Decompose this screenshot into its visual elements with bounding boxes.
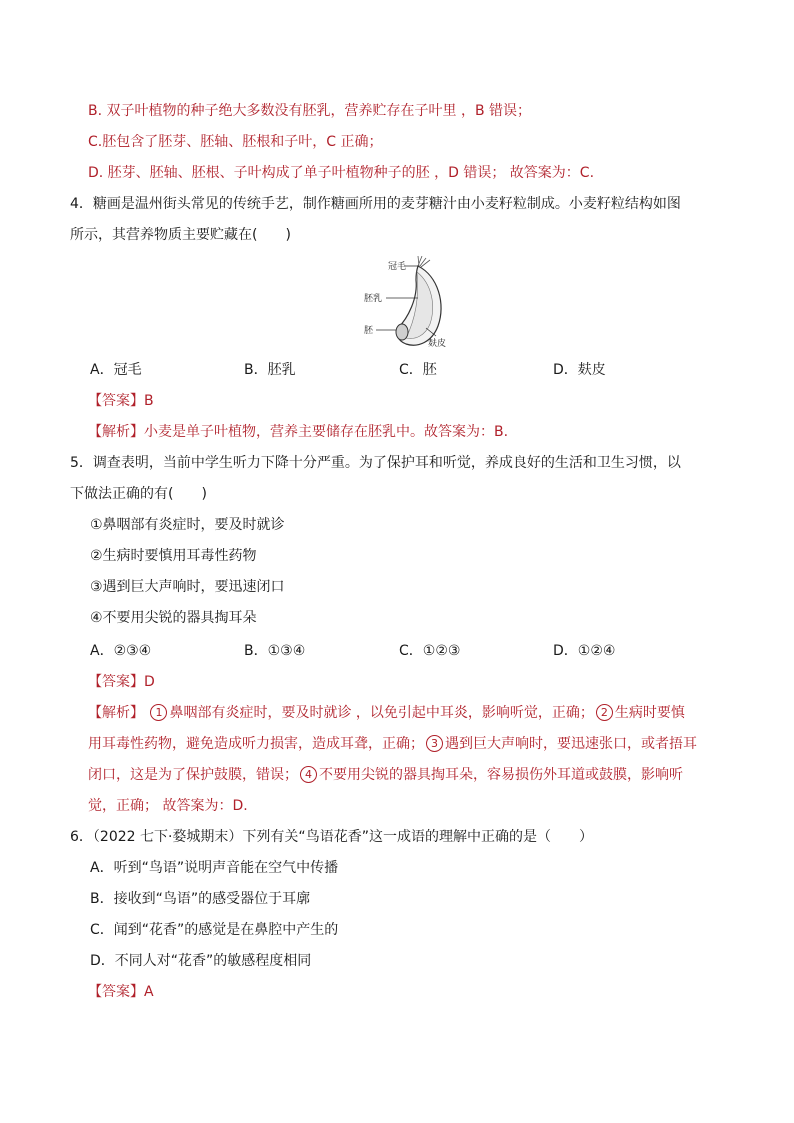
- q5-option-b: B．①③④: [244, 643, 306, 659]
- q5-analysis-line1: [88, 703, 685, 723]
- figure-label-crown-hair: 冠毛: [388, 262, 407, 272]
- q4-answer: [88, 391, 154, 411]
- q4-analysis: [88, 422, 508, 442]
- answer-value: A: [144, 984, 154, 1000]
- q4-option-c: C．胚: [399, 362, 437, 378]
- answer-value: D: [144, 674, 155, 690]
- prev-analysis-d: D. 胚芽、胚轴、胚根、子叶构成了单子叶植物种子的胚 ，D 错误； 故答案为：C.: [88, 165, 595, 181]
- analysis-tag: 【解析】: [88, 424, 144, 440]
- q6-stem: 6．（2022 七下·婺城期末）下列有关“鸟语花香”这一成语的理解中正确的是（ ）: [70, 829, 593, 845]
- answer-tag: 【答案】: [88, 674, 144, 690]
- figure-label-embryo: 胚: [364, 326, 374, 336]
- circled-number-4: 4: [300, 766, 317, 783]
- q4-option-a: A．冠毛: [90, 362, 142, 378]
- q6-answer: [88, 982, 154, 1002]
- q5-item-4: ④不要用尖锐的器具掏耳朵: [90, 610, 257, 626]
- analysis-text: 闭口，这是为了保护鼓膜，错误；: [88, 767, 298, 783]
- q5-answer: [88, 672, 155, 692]
- analysis-text: 鼻咽部有炎症时，要及时就诊 ，以免引起中耳炎，影响听觉，正确；: [169, 705, 594, 721]
- analysis-text: 用耳毒性药物，避免造成听力损害，造成耳聋，正确；: [88, 736, 424, 752]
- q4-stem-line1: 4．糖画是温州街头常见的传统手艺，制作糖画所用的麦芽糖汁由小麦籽粒制成。小麦籽粒结构如图: [70, 196, 681, 212]
- q6-option-a: A．听到“鸟语”说明声音能在空气中传播: [90, 860, 339, 876]
- answer-value: B: [144, 393, 154, 409]
- q5-item-1: ①鼻咽部有炎症时，要及时就诊: [90, 517, 285, 533]
- q5-option-d: D．①②④: [553, 643, 616, 659]
- analysis-text: 不要用尖锐的器具掏耳朵，容易损伤外耳道或鼓膜，影响听: [319, 767, 683, 783]
- q4-option-b: B．胚乳: [244, 362, 296, 378]
- figure-label-endosperm: 胚乳: [364, 294, 383, 304]
- answer-tag: 【答案】: [88, 984, 144, 1000]
- q6-option-c: C．闻到“花香”的感觉是在鼻腔中产生的: [90, 922, 339, 938]
- q4-option-d: D．麸皮: [553, 362, 606, 378]
- wheat-grain-figure: [360, 256, 460, 352]
- q5-option-c: C．①②③: [399, 643, 461, 659]
- circled-number-2: 2: [596, 704, 613, 721]
- q5-item-3: ③遇到巨大声响时，要迅速闭口: [90, 579, 285, 595]
- q5-analysis-line3: [88, 765, 683, 785]
- prev-analysis-c: C.胚包含了胚芽、胚轴、胚根和子叶，C 正确；: [88, 134, 383, 150]
- q5-stem-line2: 下做法正确的有( ): [70, 486, 207, 502]
- circled-number-1: 1: [150, 704, 167, 721]
- q5-analysis-line2: [88, 734, 697, 754]
- q5-option-a: A．②③④: [90, 643, 152, 659]
- analysis-text: 遇到巨大声响时，要迅速张口，或者捂耳: [445, 736, 697, 752]
- q6-option-d: D．不同人对“花香”的敏感程度相同: [90, 953, 312, 969]
- q5-analysis-line4: 觉，正确； 故答案为：D.: [88, 798, 248, 814]
- analysis-text: 生病时要慎: [614, 705, 685, 721]
- q4-stem-line2: 所示，其营养物质主要贮藏在( ): [70, 227, 291, 243]
- prev-analysis-b: B. 双子叶植物的种子绝大多数没有胚乳，营养贮存在子叶里 ，B 错误；: [88, 103, 532, 119]
- q5-stem-line1: 5．调查表明，当前中学生听力下降十分严重。为了保护耳和听觉，养成良好的生活和卫生习惯，以: [70, 455, 681, 471]
- q5-item-2: ②生病时要慎用耳毒性药物: [90, 548, 257, 564]
- circled-number-3: 3: [426, 735, 443, 752]
- answer-tag: 【答案】: [88, 393, 144, 409]
- analysis-text: 小麦是单子叶植物，营养主要储存在胚乳中。故答案为：B.: [144, 424, 509, 440]
- analysis-tag: 【解析】: [88, 705, 144, 721]
- q6-option-b: B．接收到“鸟语”的感受器位于耳廓: [90, 891, 311, 907]
- figure-label-bran: 麸皮: [428, 339, 447, 349]
